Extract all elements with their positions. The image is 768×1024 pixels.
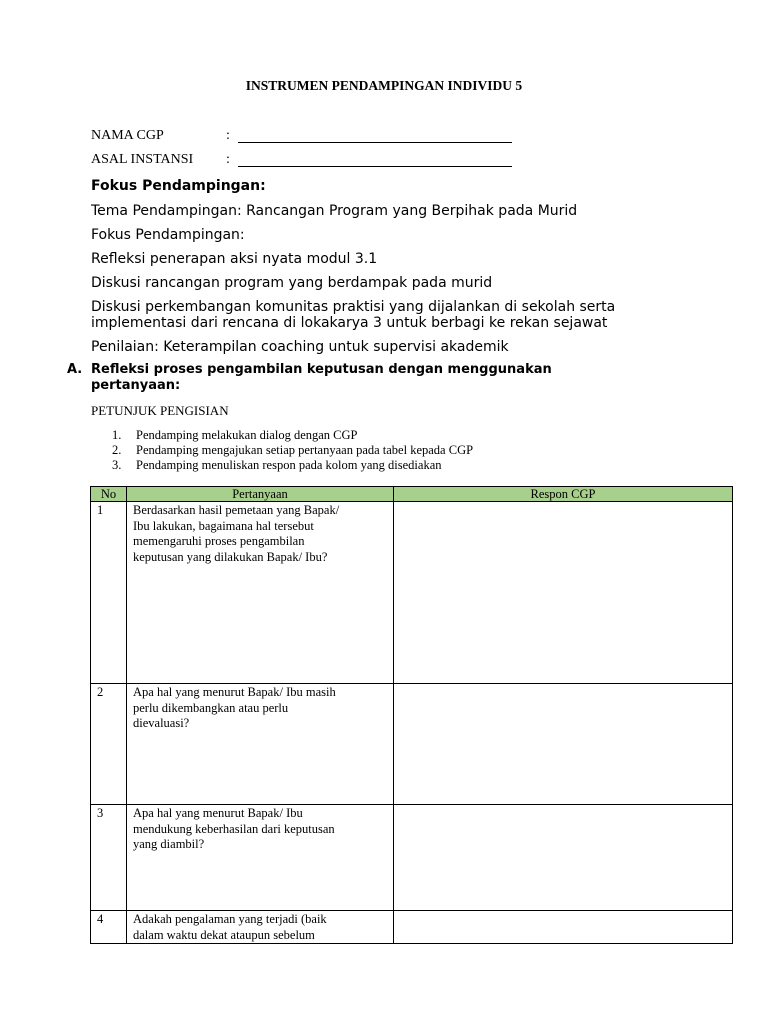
table-row [91,502,733,684]
row-number: 1 [91,502,127,684]
table-row [91,911,733,944]
focus-line-community-2: implementasi dari rencana di lokakarya 3 untuk berbagi ke rekan sejawat [91,315,608,331]
asal-instansi-label: ASAL INSTANSI [91,152,194,167]
table-header-row [91,487,733,502]
focus-line-label: Fokus Pendampingan: [91,227,245,243]
row-response-cell[interactable] [394,805,733,911]
row-question: Apa hal yang menurut Bapak/ Ibu masih perlu dikembangkan atau perlu dievaluasi? [127,684,394,805]
nama-cgp-label: NAMA CGP [91,128,164,143]
nama-cgp-colon: : [226,128,230,143]
document-title: INSTRUMEN PENDAMPINGAN INDIVIDU 5 [245,78,523,93]
row-response-cell[interactable] [394,684,733,805]
header-response: Respon CGP [394,487,733,502]
table-row [91,684,733,805]
focus-line-reflection: Refleksi penerapan aksi nyata modul 3.1 [91,251,378,267]
row-question: Berdasarkan hasil pemetaan yang Bapak/ Ibu lakukan, bagaimana hal tersebut memengaruhi proses pengambilan keputusan yang dilakukan Bapak/ Ibu? [127,502,394,684]
header-no: No [91,487,127,502]
instruction-item: 2. Pendamping mengajukan setiap pertanyaan pada tabel kepada CGP [112,443,474,457]
focus-line-community-1: Diskusi perkembangan komunitas praktisi yang dijalankan di sekolah serta [91,299,616,315]
instructions-heading: PETUNJUK PENGISIAN [91,403,229,418]
nama-cgp-field[interactable] [238,142,512,143]
asal-instansi-field[interactable] [238,166,512,167]
section-a-title: Refleksi proses pengambilan keputusan dengan menggunakan pertanyaan: [91,362,552,393]
focus-line-program: Diskusi rancangan program yang berdampak pada murid [91,275,493,291]
asal-instansi-colon: : [226,152,230,167]
section-a-letter: A. [67,362,83,377]
focus-line-assessment: Penilaian: Keterampilan coaching untuk supervisi akademik [91,339,509,355]
instructions-list [112,428,473,473]
instruction-item: 1. Pendamping melakukan dialog dengan CGP [112,428,358,442]
header-question: Pertanyaan [127,487,394,502]
row-response-cell[interactable] [394,911,733,944]
row-question: Apa hal yang menurut Bapak/ Ibu mendukung keberhasilan dari keputusan yang diambil? [127,805,394,911]
row-number: 2 [91,684,127,805]
instruction-item: 3. Pendamping menuliskan respon pada kolom yang disediakan [112,458,442,472]
row-number: 3 [91,805,127,911]
focus-line-theme: Tema Pendampingan: Rancangan Program yang Berpihak pada Murid [91,203,578,219]
row-question: Adakah pengalaman yang terjadi (baik dalam waktu dekat ataupun sebelum [127,911,394,944]
focus-heading: Fokus Pendampingan: [91,178,266,194]
table-row [91,805,733,911]
question-table [90,486,733,944]
row-number: 4 [91,911,127,944]
row-response-cell[interactable] [394,502,733,684]
